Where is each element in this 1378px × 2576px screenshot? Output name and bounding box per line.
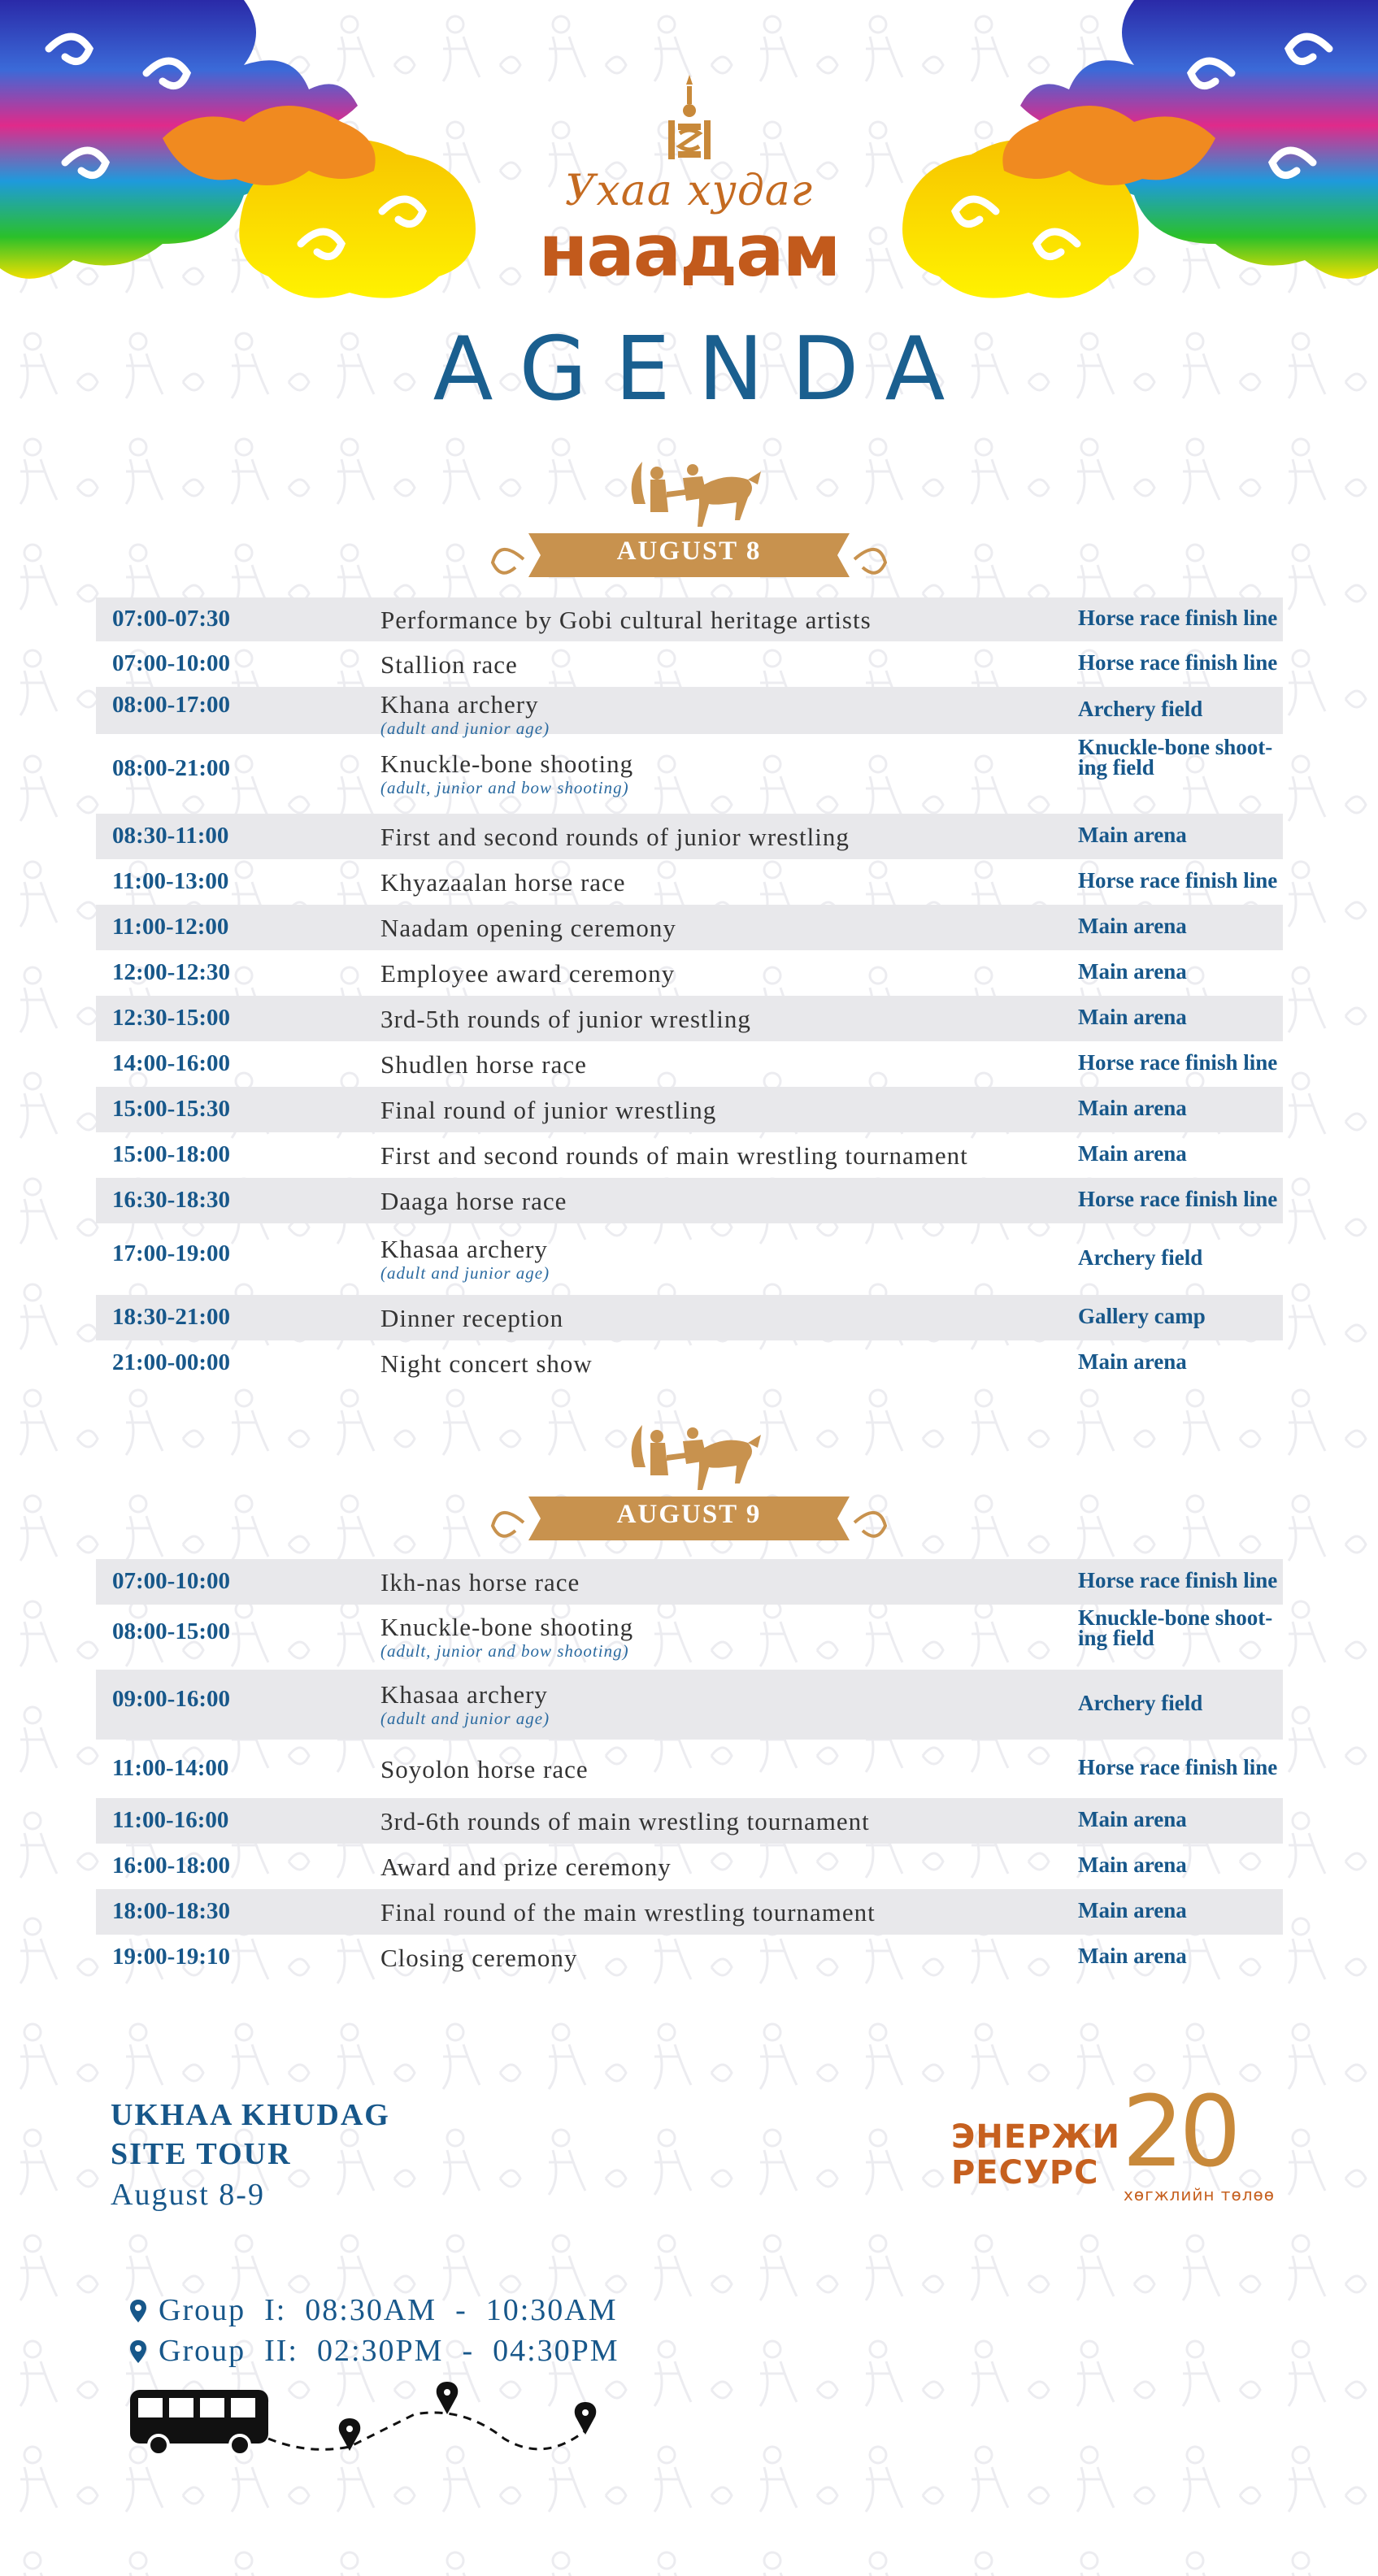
event-cell [380,1235,550,1282]
site-tour-date: August 8-9 [111,2178,265,2212]
location-cell: Main arena [1078,1853,1187,1877]
time-cell: 17:00-19:00 [112,1240,230,1266]
tour-group-label: Group II: 02:30PM - 04:30PM [159,2334,619,2368]
time-cell: 21:00-00:00 [112,1349,230,1375]
table-row [96,1295,1283,1340]
location-cell: Main arena [1078,823,1187,847]
event-note: (adult and junior age) [380,1709,550,1728]
time-cell: 12:30-15:00 [112,1005,230,1031]
bus-route-illustration [122,2374,610,2471]
location-pin-icon [129,2339,147,2364]
table-row [96,905,1283,950]
soyombo-emblem-icon [657,73,722,163]
table-row [96,1844,1283,1889]
location-cell: Archery field [1078,697,1203,721]
event-name: Performance by Gobi cultural heritage artists [380,606,872,634]
event-name: Shudlen horse race [380,1050,587,1079]
tour-group-2 [111,2297,619,2369]
event-note: (adult, junior and bow shooting) [380,1641,629,1661]
event-name: Naadam opening ceremony [380,914,676,942]
event-name: Award and prize ceremony [380,1853,672,1881]
brand-anniversary-number: 20 [1122,2076,1237,2189]
logo-script-text: Ухаа худаг [564,167,814,215]
location-cell: Main arena [1078,1096,1187,1120]
table-row [96,1340,1283,1386]
time-cell: 18:30-21:00 [112,1304,230,1330]
time-cell: 11:00-12:00 [112,914,229,940]
day-label: AUGUST 9 [616,1500,762,1529]
location-cell: Main arena [1078,1141,1187,1166]
table-row [96,641,1283,687]
event-cell [380,1187,567,1216]
table-row [96,1559,1283,1605]
event-name: Final round of the main wrestling tournament [380,1898,876,1927]
table-row [96,1223,1283,1295]
time-cell: 08:00-15:00 [112,1618,230,1644]
event-cell [380,650,518,680]
event-name: Khyazaalan horse race [380,868,626,897]
table-row [96,1889,1283,1935]
event-cell [380,1755,589,1784]
event-name: 3rd-6th rounds of main wrestling tournament [380,1807,870,1835]
location-cell: Archery field [1078,1691,1203,1715]
event-cell [380,823,850,852]
day-banner-august-8 [0,455,1378,593]
table-row [96,597,1283,641]
event-cell [380,959,675,988]
time-cell: 11:00-14:00 [112,1755,229,1781]
location-cell: Main arena [1078,1005,1187,1029]
table-row [96,1178,1283,1223]
time-cell: 16:30-18:30 [112,1187,230,1213]
event-name: First and second rounds of main wrestling tournament [380,1141,968,1170]
time-cell: 15:00-15:30 [112,1096,230,1122]
event-name: Stallion race [380,650,518,679]
table-row [96,950,1283,996]
time-cell: 16:00-18:00 [112,1853,230,1879]
site-tour-subtitle: SITE TOUR [111,2137,292,2171]
event-cell [380,1568,580,1597]
time-cell: 08:30-11:00 [112,823,229,849]
logo-wordmark: наадам [538,209,840,293]
event-name: Knuckle-bone shooting [380,749,634,778]
event-name: Ikh-nas horse race [380,1568,580,1596]
event-cell [380,1613,633,1660]
location-cell: Horse race finish line [1078,1050,1278,1075]
event-cell [380,1141,968,1171]
time-cell: 11:00-13:00 [112,868,229,894]
event-name: Knuckle-bone shooting [380,1613,634,1641]
brand-line-1: ЭНЕРЖИ [951,2118,1120,2156]
event-cell [380,1853,672,1882]
event-cell [380,1898,876,1927]
time-cell: 07:00-10:00 [112,650,230,676]
time-cell: 09:00-16:00 [112,1686,230,1712]
table-row [96,1132,1283,1178]
location-cell: Knuckle-bone shoot-ing field [1078,735,1273,780]
location-cell: Archery field [1078,1245,1203,1270]
event-cell [380,1944,577,1973]
event-note: (adult, junior and bow shooting) [380,778,629,797]
table-row [96,1670,1283,1740]
energy-resources-logo [951,2076,1293,2218]
tour-group-label: Group I: 08:30AM - 10:30AM [159,2293,618,2327]
location-cell: Horse race finish line [1078,868,1278,893]
event-cell [380,1050,587,1079]
event-name: Khana archery [380,690,539,719]
page-title: AGENDA [433,319,973,420]
route-pin-icon [339,2382,597,2451]
event-cell [380,1005,751,1034]
event-cell [380,606,872,635]
table-row [96,734,1283,814]
location-cell: Main arena [1078,914,1187,938]
time-cell: 07:00-10:00 [112,1568,230,1594]
naadam-logo [0,73,1378,293]
table-row [96,814,1283,859]
location-cell: Gallery camp [1078,1304,1206,1328]
location-cell: Main arena [1078,1349,1187,1374]
location-cell: Horse race finish line [1078,1755,1278,1779]
location-cell: Horse race finish line [1078,606,1278,630]
table-row [96,996,1283,1041]
agenda-table-august-9 [96,1559,1283,1980]
event-cell [380,1807,870,1836]
location-cell: Main arena [1078,959,1187,984]
time-cell: 08:00-21:00 [112,755,230,781]
event-cell [380,1680,550,1727]
event-name: First and second rounds of junior wrestling [380,823,850,851]
agenda-table-august-8 [96,597,1283,1386]
event-cell [380,914,676,943]
location-cell: Main arena [1078,1898,1187,1922]
location-cell: Horse race finish line [1078,650,1278,675]
archer-horse-emblem-icon [618,1418,764,1493]
time-cell: 12:00-12:30 [112,959,230,985]
time-cell: 07:00-07:30 [112,606,230,632]
event-name: Khasaa archery [380,1680,548,1709]
bus-icon [130,2390,268,2455]
event-cell [380,690,550,737]
brand-tagline: хөгжлийн төлөө [1124,2185,1275,2205]
time-cell: 15:00-18:00 [112,1141,230,1167]
location-cell: Horse race finish line [1078,1187,1278,1211]
event-note: (adult and junior age) [380,1263,550,1283]
day-banner-august-9 [0,1418,1378,1557]
site-tour-section [111,2096,390,2216]
table-row [96,687,1283,738]
event-name: Khasaa archery [380,1235,548,1263]
event-cell [380,868,626,897]
event-name: Soyolon horse race [380,1755,589,1783]
brand-line-2: РЕСУРС [951,2154,1099,2192]
location-cell: Main arena [1078,1944,1187,1968]
table-row [96,1087,1283,1132]
location-cell: Knuckle-bone shoot-ing field [1078,1605,1273,1650]
table-row [96,1605,1283,1670]
site-tour-title: UKHAA KHUDAG [111,2098,390,2132]
time-cell: 18:00-18:30 [112,1898,230,1924]
event-name: Daaga horse race [380,1187,567,1215]
event-name: Final round of junior wrestling [380,1096,717,1124]
event-name: Closing ceremony [380,1944,578,1972]
event-note: (adult and junior age) [380,719,550,738]
table-row [96,1041,1283,1087]
table-row [96,1740,1283,1798]
event-name: Employee award ceremony [380,959,676,988]
event-cell [380,749,633,797]
location-cell: Horse race finish line [1078,1568,1278,1592]
table-row [96,1798,1283,1844]
event-name: Dinner reception [380,1304,564,1332]
event-cell [380,1096,716,1125]
time-cell: 11:00-16:00 [112,1807,229,1833]
day-label: AUGUST 8 [616,536,762,566]
event-cell [380,1349,593,1379]
time-cell: 19:00-19:10 [112,1944,230,1970]
table-row [96,859,1283,905]
event-name: 3rd-5th rounds of junior wrestling [380,1005,751,1033]
location-cell: Main arena [1078,1807,1187,1831]
event-name: Night concert show [380,1349,593,1378]
time-cell: 14:00-16:00 [112,1050,230,1076]
archer-horse-emblem-icon [618,455,764,530]
time-cell: 08:00-17:00 [112,692,230,718]
event-cell [380,1304,563,1333]
table-row [96,1935,1283,1980]
